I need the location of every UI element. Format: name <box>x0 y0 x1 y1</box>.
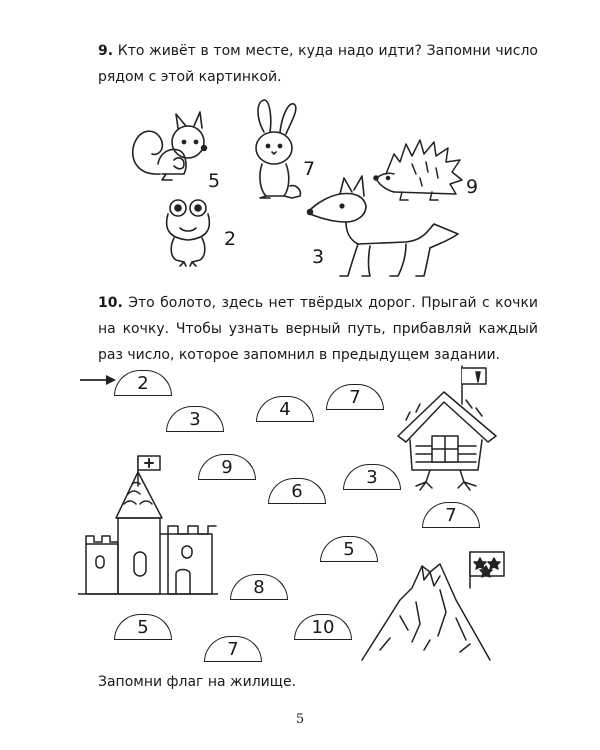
hummock: 5 <box>320 536 378 562</box>
squirrel-number: 5 <box>208 170 221 192</box>
frog-number: 2 <box>224 228 237 250</box>
hummock: 2 <box>114 370 172 396</box>
footer-instruction: Запомни флаг на жилище. <box>98 674 297 690</box>
task-9-text <box>98 38 538 90</box>
hut-icon <box>396 364 506 494</box>
task-9-number: 9. <box>98 43 114 59</box>
hummock: 3 <box>343 464 401 490</box>
hummock: 8 <box>230 574 288 600</box>
frog-icon <box>160 198 216 268</box>
hummock: 4 <box>256 396 314 422</box>
task-10-number: 10. <box>98 295 123 311</box>
task-9-body: Кто живёт в том месте, куда надо идти? Запомни число рядом с этой картинкой. <box>98 43 538 85</box>
squirrel-icon <box>128 104 214 188</box>
task-10-text <box>98 290 538 368</box>
task-10-body: Это болото, здесь нет твёрдых дорог. Прыгай с кочки на кочку. Чтобы узнать верный путь, прибавляй каждый раз число, которое запомнил в предыдущем задании. <box>98 295 539 363</box>
page-number: 5 <box>295 712 305 727</box>
hummock: 10 <box>294 614 352 640</box>
wolf-icon <box>306 172 464 280</box>
rabbit-number: 7 <box>303 158 316 180</box>
wolf-number: 3 <box>312 246 325 268</box>
start-arrow-icon <box>78 374 118 386</box>
hummock: 9 <box>198 454 256 480</box>
hummock: 7 <box>422 502 480 528</box>
hummock: 7 <box>204 636 262 662</box>
hummock: 6 <box>268 478 326 504</box>
rabbit-icon <box>244 98 308 202</box>
hummock: 7 <box>326 384 384 410</box>
castle-icon <box>78 452 218 596</box>
hummock: 5 <box>114 614 172 640</box>
hedgehog-number: 9 <box>466 176 479 198</box>
mountain-icon <box>360 540 510 664</box>
hummock: 3 <box>166 406 224 432</box>
